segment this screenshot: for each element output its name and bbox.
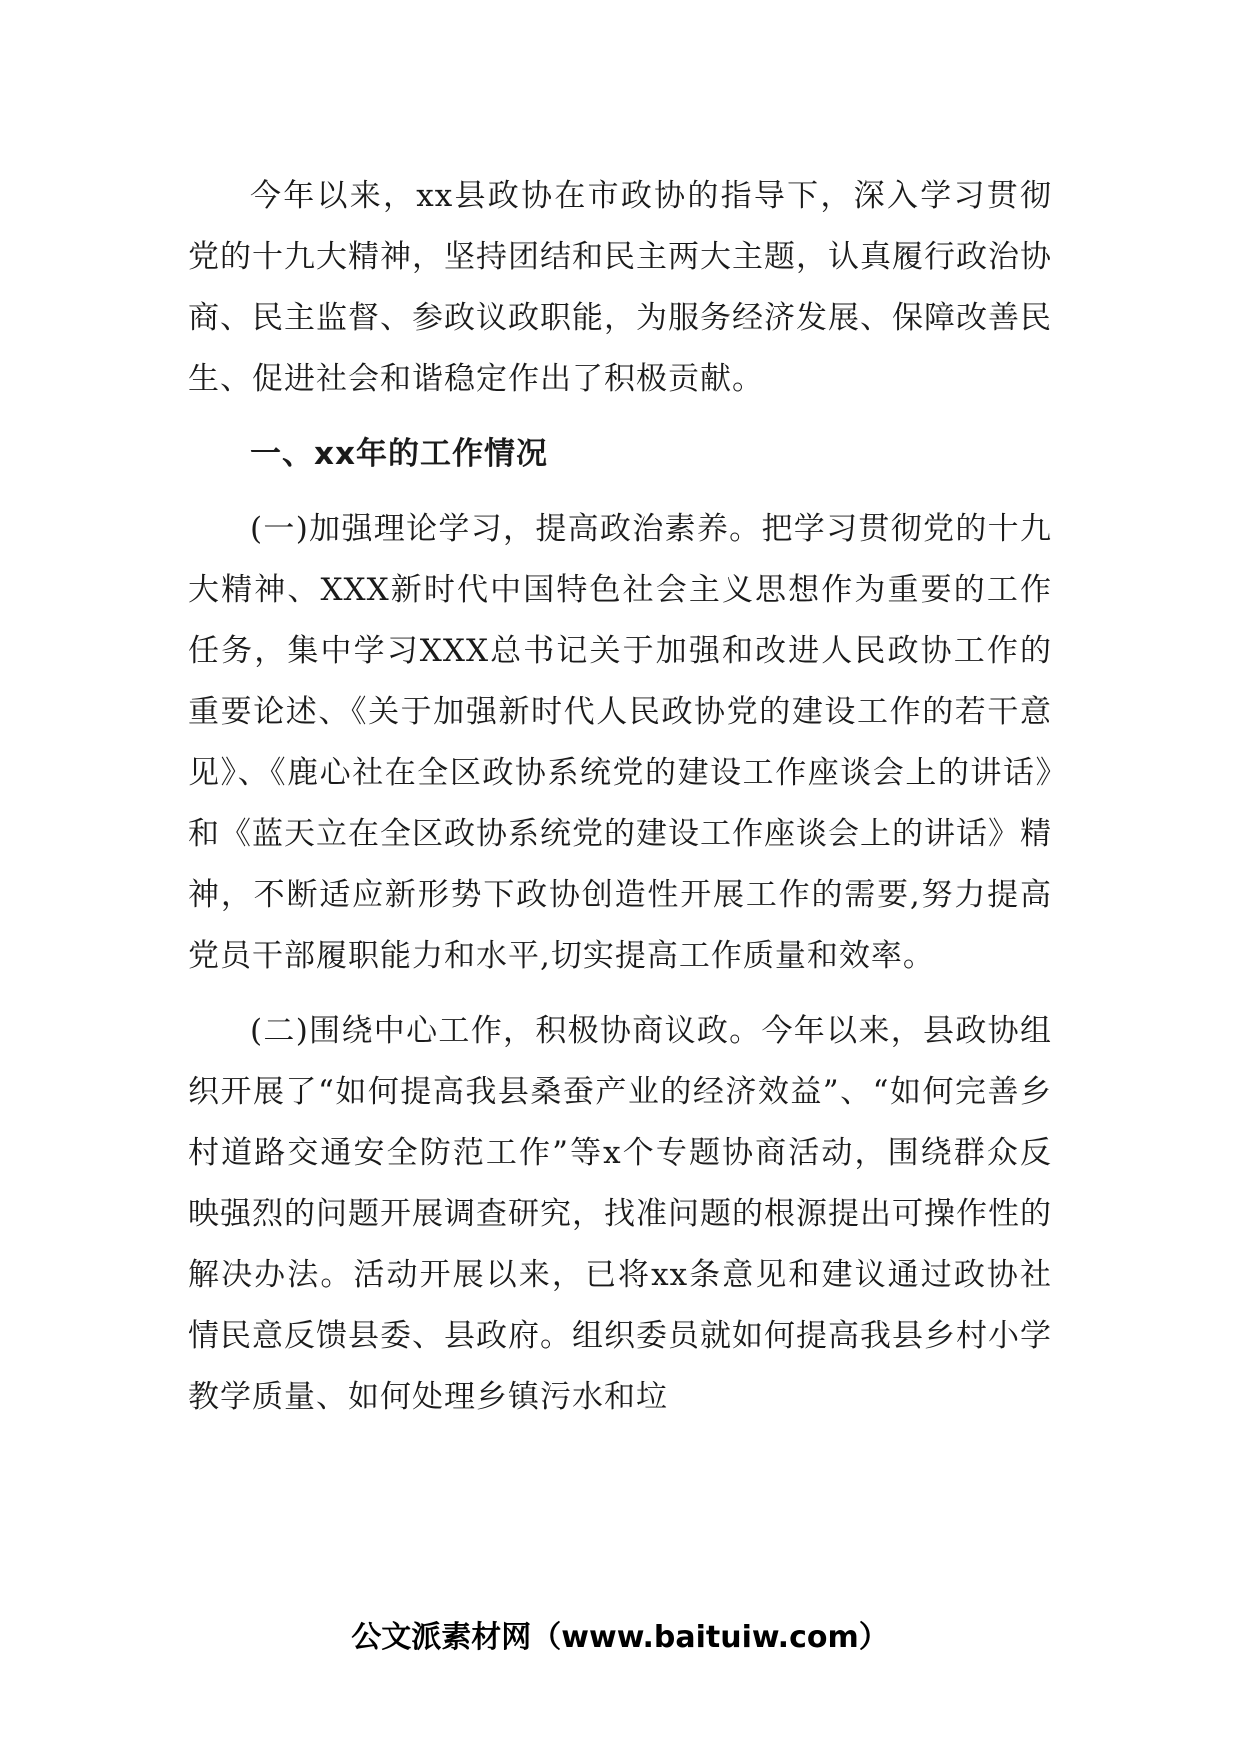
footer-watermark: 公文派素材网（www.baituiw.com） bbox=[351, 1620, 889, 1655]
item-one-paragraph: (一)加强理论学习，提高政治素养。把学习贯彻党的十九大精神、XXX新时代中国特色社会主义思想作为重要的工作任务，集中学习XXX总书记关于加强和改进人民政协工作的重要论述、《关于加强新时代人民政协党的建设工作的若干意见》、《鹿心社在全区政协系统党的建设工作座谈会上的讲话》和《蓝天立在全区政协系统党的建设工作座谈会上的讲话》精神，不断适应新形势下政协创造性开展工作的需要,努力提高党员干部履职能力和水平,切实提高工作质量和效率。 bbox=[188, 511, 1052, 974]
document-body bbox=[188, 166, 1052, 1442]
item-two-paragraph: (二)围绕中心工作，积极协商议政。今年以来，县政协组织开展了“如何提高我县桑蚕产业的经济效益”、“如何完善乡村道路交通安全防范工作”等x个专题协商活动，围绕群众反映强烈的问题开展调查研究，找准问题的根源提出可操作性的解决办法。活动开展以来，已将xx条意见和建议通过政协社情民意反馈县委、县政府。组织委员就如何提高我县乡村小学教学质量、如何处理乡镇污水和垃 bbox=[188, 1013, 1052, 1415]
intro-paragraph: 今年以来，xx县政协在市政协的指导下，深入学习贯彻党的十九大精神，坚持团结和民主两大主题，认真履行政治协商、民主监督、参政议政职能，为服务经济发展、保障改善民生、促进社会和谐稳定作出了积极贡献。 bbox=[188, 178, 1052, 397]
section-heading: 一、xx年的工作情况 bbox=[250, 436, 548, 472]
